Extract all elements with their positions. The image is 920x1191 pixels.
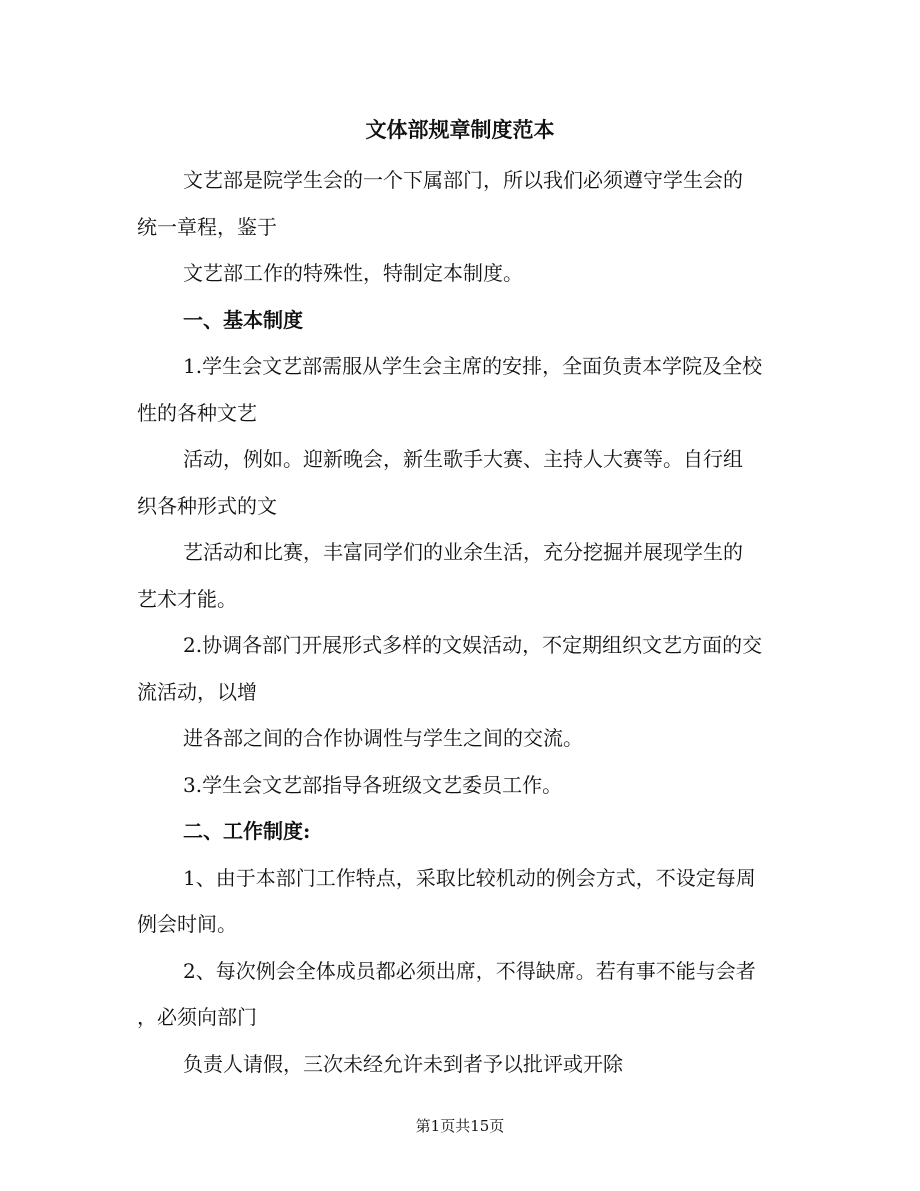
paragraph-line: 艺术才能。 (137, 587, 237, 611)
paragraph-line: 活动，例如。迎新晚会，新生歌手大赛、主持人大赛等。自行组 (183, 447, 743, 471)
paragraph-line: 2、每次例会全体成员都必须出席，不得缺席。若有事不能与会者 (183, 959, 756, 983)
section-heading: 一、基本制度 (183, 308, 303, 332)
paragraph-line: 艺活动和比赛，丰富同学们的业余生活，充分挖掘并展现学生的 (183, 540, 743, 564)
document-title: 文体部规章制度范本 (365, 117, 555, 142)
section-heading: 二、工作制度: (183, 819, 311, 843)
paragraph-line: 3.学生会文艺部指导各班级文艺委员工作。 (183, 773, 563, 797)
paragraph-line: 文艺部是院学生会的一个下属部门，所以我们必须遵守学生会的 (183, 168, 743, 192)
paragraph-line: 负责人请假，三次未经允许未到者予以批评或开除 (183, 1052, 623, 1076)
paragraph-line: 性的各种文艺 (137, 401, 257, 425)
paragraph-line: 织各种形式的文 (137, 494, 277, 518)
paragraph-line: 统一章程，鉴于 (137, 215, 277, 239)
paragraph-line: 2.协调各部门开展形式多样的文娱活动，不定期组织文艺方面的交 (183, 633, 763, 657)
paragraph-line: 1.学生会文艺部需服从学生会主席的安排，全面负责本学院及全校 (183, 354, 763, 378)
paragraph-line: 文艺部工作的特殊性，特制定本制度。 (183, 261, 523, 285)
paragraph-line: 例会时间。 (137, 912, 237, 936)
paragraph-line: ，必须向部门 (137, 1005, 257, 1029)
page-footer: 第1页共15页 (415, 1117, 505, 1135)
paragraph-line: 1、由于本部门工作特点，采取比较机动的例会方式，不设定每周 (183, 866, 756, 890)
paragraph-line: 进各部之间的合作协调性与学生之间的交流。 (183, 726, 583, 750)
paragraph-line: 流活动，以增 (137, 680, 257, 704)
